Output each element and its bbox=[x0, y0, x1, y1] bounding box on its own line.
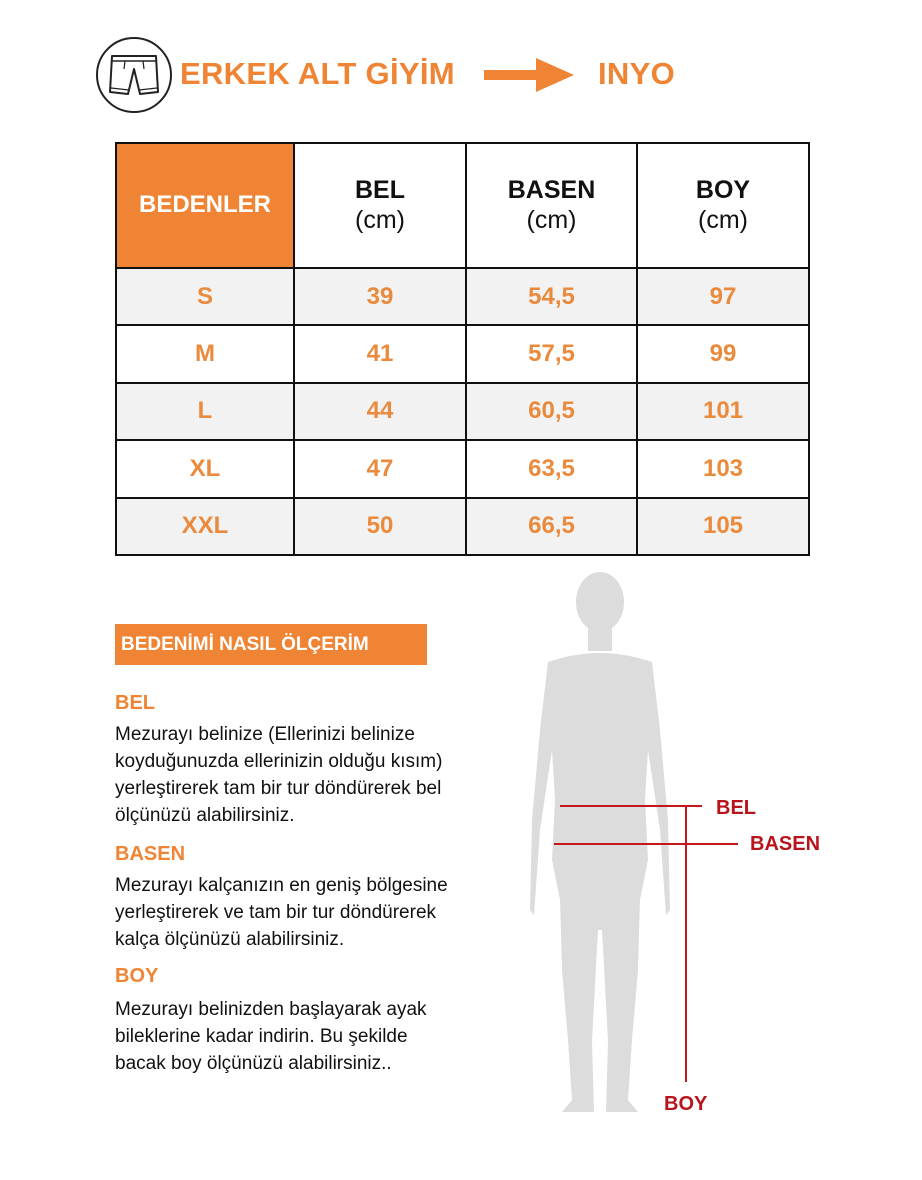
text-line: yerleştirerek ve tam bir tur döndürerek bbox=[115, 902, 437, 923]
brand-name: INYO bbox=[598, 56, 675, 91]
text-line: kalça ölçünüzü alabilirsiniz. bbox=[115, 929, 345, 950]
size-cell: XXL bbox=[116, 498, 294, 555]
basen-label: BASEN bbox=[750, 833, 821, 855]
basen-section-text bbox=[115, 872, 525, 953]
size-cell: S bbox=[116, 268, 294, 325]
column-name: BASEN bbox=[507, 176, 596, 205]
text-line: bacak boy ölçünüzü alabilirsiniz.. bbox=[115, 1053, 392, 1074]
bel-section-text bbox=[115, 721, 525, 829]
column-unit: (cm) bbox=[698, 206, 748, 235]
page-title: ERKEK ALT GİYİM bbox=[180, 56, 455, 91]
column-unit: (cm) bbox=[526, 206, 577, 235]
text-line: Mezurayı belinize (Ellerinizi belinize bbox=[115, 724, 415, 745]
boy-section-text bbox=[115, 996, 525, 1077]
column-header-basen bbox=[466, 143, 637, 268]
bel-label: BEL bbox=[716, 797, 756, 819]
boy-cell: 105 bbox=[637, 498, 809, 555]
size-cell: M bbox=[116, 325, 294, 382]
shorts-icon bbox=[95, 36, 173, 114]
basen-cell: 54,5 bbox=[466, 268, 637, 325]
basen-cell: 66,5 bbox=[466, 498, 637, 555]
boy-cell: 97 bbox=[637, 268, 809, 325]
basen-cell: 60,5 bbox=[466, 383, 637, 440]
column-unit: (cm) bbox=[355, 206, 405, 235]
text-line: Mezurayı kalçanızın en geniş bölgesine bbox=[115, 875, 448, 896]
boy-label: BOY bbox=[664, 1093, 708, 1115]
table-row bbox=[116, 325, 809, 382]
size-cell: XL bbox=[116, 440, 294, 497]
bel-cell: 39 bbox=[294, 268, 466, 325]
table-row bbox=[116, 440, 809, 497]
bel-cell: 41 bbox=[294, 325, 466, 382]
size-table bbox=[115, 142, 810, 556]
column-name: BOY bbox=[695, 176, 751, 205]
table-row bbox=[116, 383, 809, 440]
basen-cell: 57,5 bbox=[466, 325, 637, 382]
sizes-header: BEDENLER bbox=[116, 143, 294, 268]
bel-cell: 44 bbox=[294, 383, 466, 440]
text-line: ölçünüzü alabilirsiniz. bbox=[115, 805, 295, 826]
boy-cell: 101 bbox=[637, 383, 809, 440]
column-name: BEL bbox=[355, 176, 405, 205]
size-cell: L bbox=[116, 383, 294, 440]
text-line: bileklerine kadar indirin. Bu şekilde bbox=[115, 1026, 408, 1047]
text-line: koyduğunuzda ellerinizin olduğu kısım) bbox=[115, 751, 443, 772]
column-header-bel bbox=[294, 143, 466, 268]
text-line: yerleştirerek tam bir tur döndürerek bel bbox=[115, 778, 442, 799]
column-header-boy bbox=[637, 143, 809, 268]
boy-section-title: BOY bbox=[115, 965, 159, 987]
table-row bbox=[116, 268, 809, 325]
text-line: Mezurayı belinizden başlayarak ayak bbox=[115, 999, 427, 1020]
table-header-row bbox=[116, 143, 809, 268]
boy-cell: 99 bbox=[637, 325, 809, 382]
bel-cell: 50 bbox=[294, 498, 466, 555]
arrow-right-icon bbox=[484, 58, 574, 92]
bel-section-title: BEL bbox=[115, 692, 155, 714]
basen-section-title: BASEN bbox=[115, 843, 186, 865]
boy-cell: 103 bbox=[637, 440, 809, 497]
howto-banner: BEDENİMİ NASIL ÖLÇERİM bbox=[115, 624, 427, 665]
table-row bbox=[116, 498, 809, 555]
basen-cell: 63,5 bbox=[466, 440, 637, 497]
bel-cell: 47 bbox=[294, 440, 466, 497]
